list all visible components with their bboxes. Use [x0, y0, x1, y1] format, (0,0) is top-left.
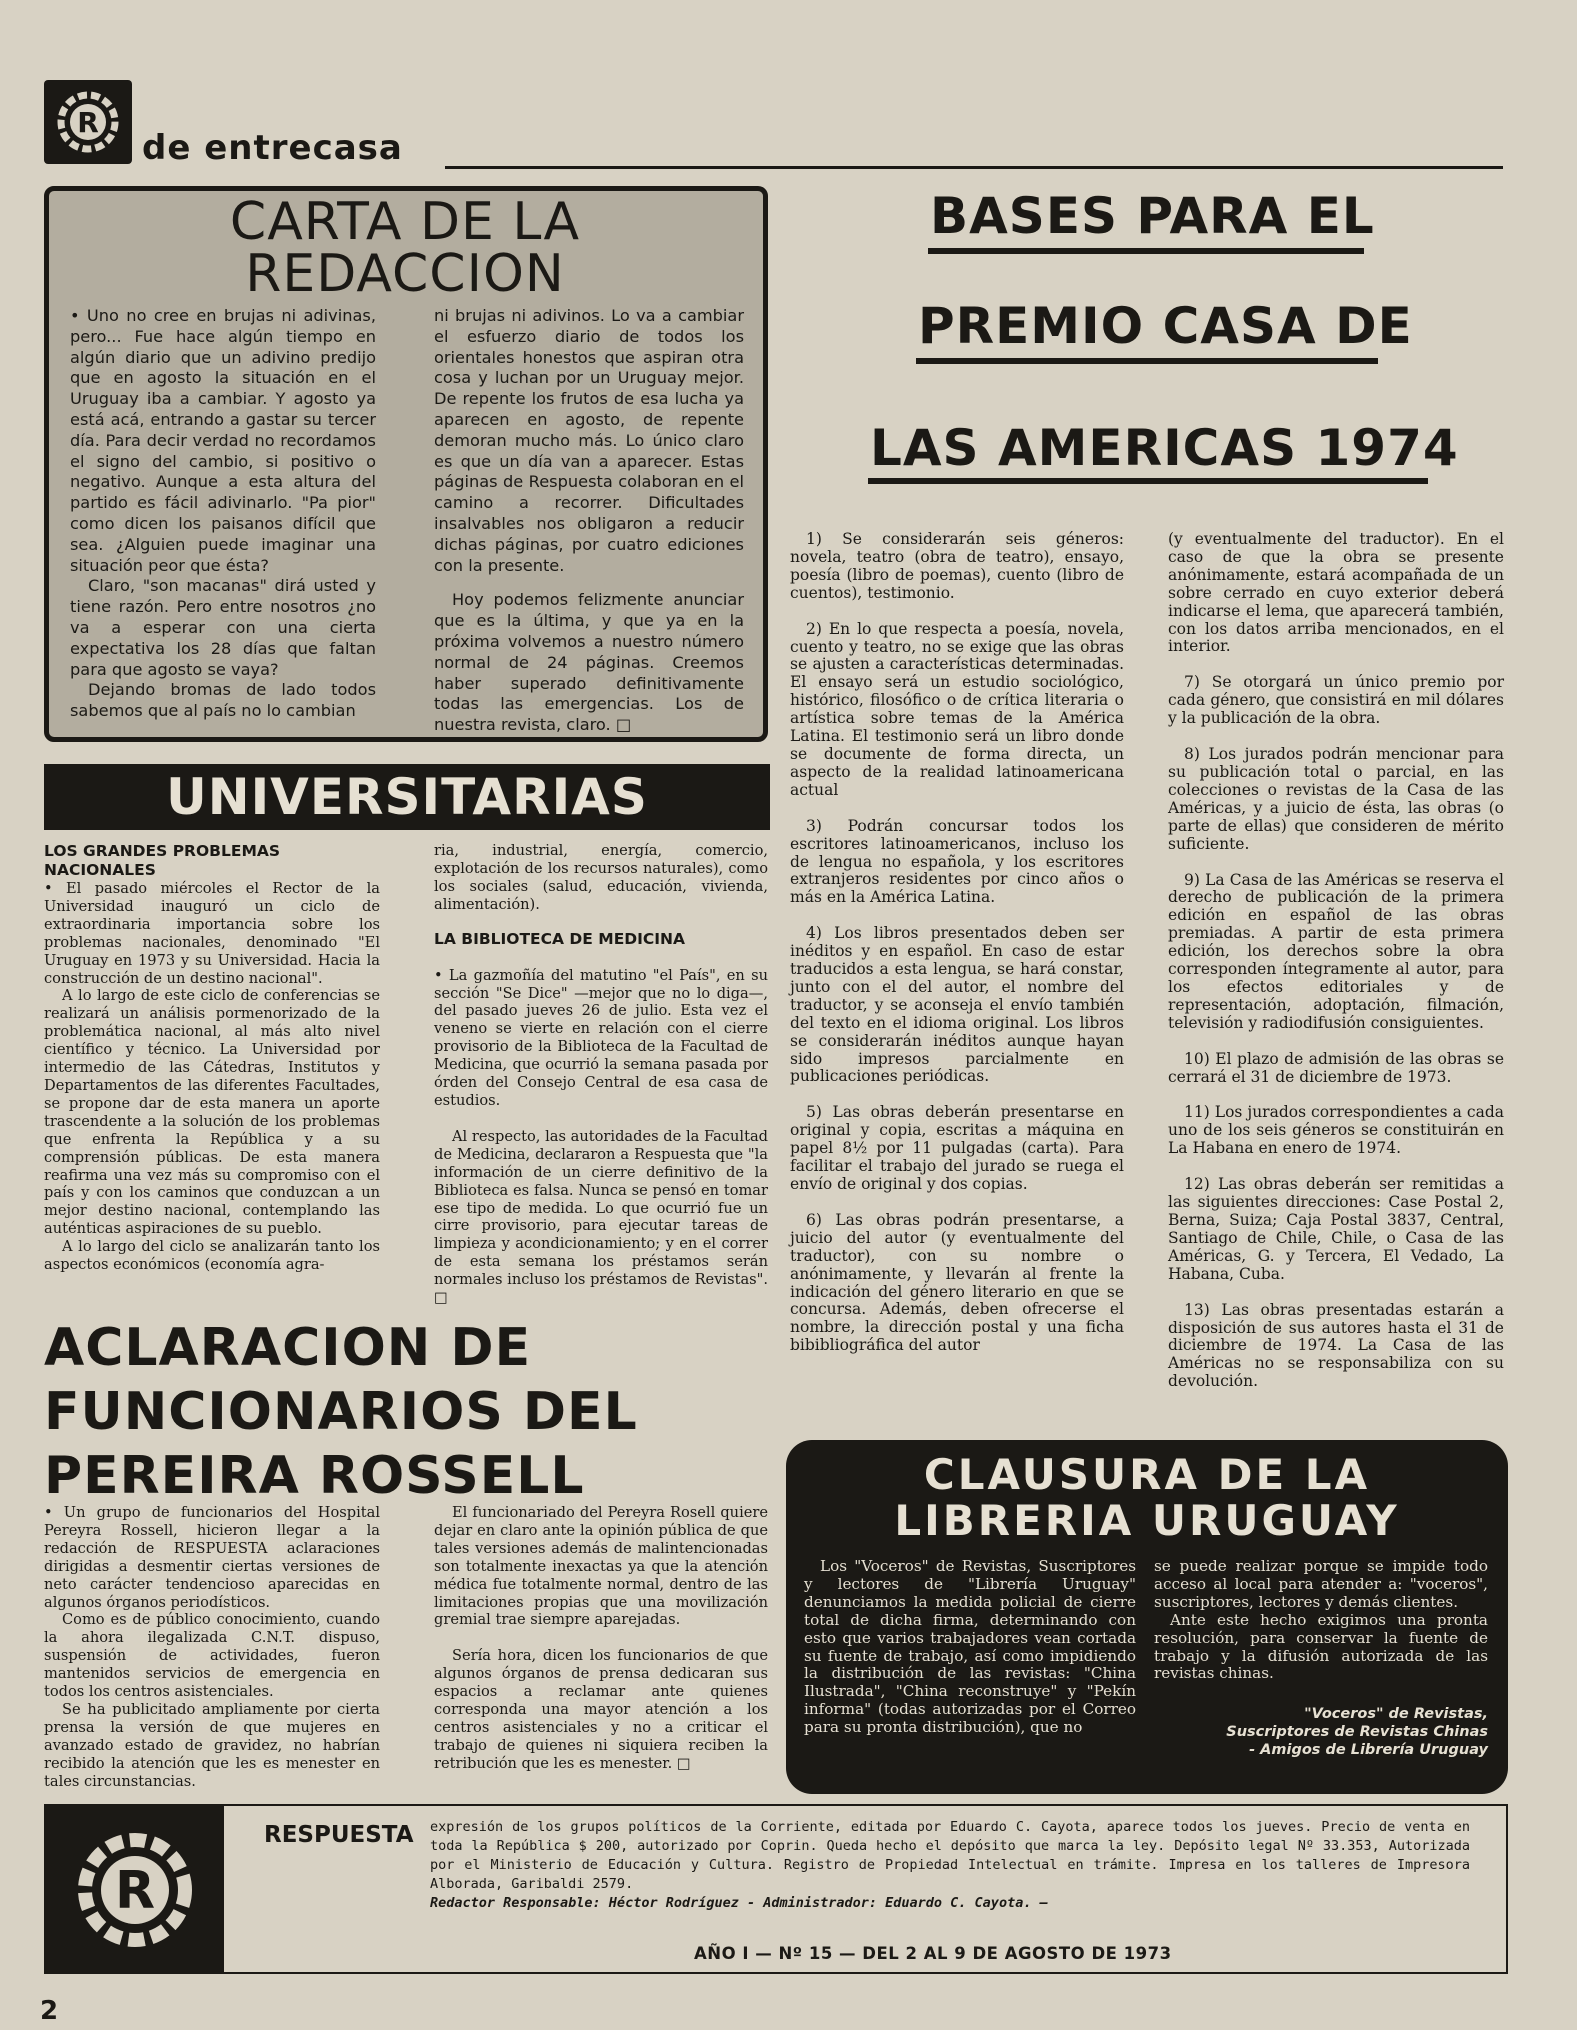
article-paragraph: A lo largo del ciclo se analizarán tanto los aspectos económicos (economía agra-: [44, 1238, 380, 1274]
bases-column-2: [1168, 531, 1504, 1409]
article-paragraph: Al respecto, las autoridades de la Facultad de Medicina, declararon a Respuesta que "la información de un cierre definitivo de la Biblioteca es falsa. Nunca se pensó en tomar ese tipo de medida. Lo que ocurrió fue un cirre provisorio, para ejecutar tareas de limpieza y acondicionamiento; y en el correr de esta semana los préstamos serán normales incluso los préstamos de Revistas". □: [434, 1127, 768, 1307]
logo-letter: R: [77, 106, 99, 139]
bases-rule-item: 10) El plazo de admisión de las obras se cerrará el 31 de diciembre de 1973.: [1168, 1049, 1504, 1086]
issue-line: AÑO I — Nº 15 — DEL 2 AL 9 DE AGOSTO DE 1973: [694, 1944, 1172, 1963]
article-paragraph: Sería hora, dicen los funcionarios de que algunos órganos de prensa dedicaran sus espacios a reclamar ante quienes corresponda una mayor atención a los centros asistenciales y no a criticar el trabajo de quienes ni siquiera reciben la retribución que les es menester. □: [434, 1647, 768, 1772]
article-paragraph: A lo largo de este ciclo de conferencias se realizará un análisis pormenorizado de la problemática nacional, al más alto nivel científico y técnico. La Universidad por intermedio de las Cátedras, Institutos y Departamentos de las diferentes Facultades, se propone dar de esta manera un aporte trascendente a la solución de los problemas que enfrenta la República y a su comprensión públicas. De esta manera reafirma una vez más su compromiso con el país y con los caminos que conduzcan a un mejor destino nacional, contemplando las auténticas aspiraciones de su pueblo.: [44, 987, 380, 1238]
bases-rule-item: 3) Podrán concursar todos los escritores latinoamericanos, incluso los de lengua no española, y los escritores extranjeros residentes por cinco años o más en la América Latina.: [790, 816, 1124, 907]
carta-column-1: [70, 306, 376, 722]
bases-rule-item: 11) Los jurados correspondientes a cada uno de los seis géneros se constituirán en La Habana en enero de 1974.: [1168, 1103, 1504, 1158]
subhead-biblioteca: LA BIBLIOTECA DE MEDICINA: [434, 929, 686, 948]
carta-paragraph: Claro, "son macanas" dirá usted y tiene razón. Pero entre nosotros ¿no va a esperar con una cierta expectativa los 28 días que faltan para que agosto se vaya?: [70, 576, 376, 679]
carta-paragraph: Hoy podemos felizmente anunciar que es la última, y que ya en la próxima volvemos a nuestro número normal de 24 páginas. Creemos haber superado definitivamente todas las emergencias. Los de nuestra revista, claro. □: [434, 590, 744, 735]
aclaracion-title-line: ACLARACION DE: [44, 1318, 532, 1378]
bases-column-1: [790, 531, 1124, 1373]
signature-line: - Amigos de Librería Uruguay: [1249, 1741, 1488, 1758]
bases-rule-item: 1) Se considerarán seis géneros: novela, teatro (obra de teatro), ensayo, poesía (libro de poemas), cuento (libro de cuentos), testimonio.: [790, 530, 1124, 602]
carta-title: [60, 192, 750, 304]
bases-rule-item: 2) En lo que respecta a poesía, novela, cuento y teatro, no se exige que las obras se ajusten a características determinadas. El ensayo será un estudio sociológico, histórico, filosófico o de crítica literaria o artística sobre temas de la América Latina. El testimonio será un libro donde se documente de forma directa, un aspecto de la realidad latinoamericana actual: [790, 619, 1124, 799]
section-name: de entrecasa: [142, 128, 403, 168]
subhead-problemas-line2: NACIONALES: [44, 861, 156, 879]
bases-title-line3: LAS AMERICAS 1974: [870, 419, 1459, 477]
bases-rule-item: 5) Las obras deberán presentarse en original y copia, escritas a máquina en papel 8½ por 11 pulgadas (carta). Para facilitar el trabajo del jurado se ruega el envío de original y dos copias.: [790, 1103, 1124, 1193]
subhead-problemas-line1: LOS GRANDES PROBLEMAS: [44, 842, 281, 860]
bases-title-line1: BASES PARA EL: [930, 187, 1375, 245]
universitarias-column-2: [434, 842, 768, 1307]
carta-paragraph: • Uno no cree en brujas ni adivinas, pero... Fue hace algún tiempo en algún diario que un adivino predijo que en agosto la situación en el Uruguay iba a cambiar. Y agosto ya está acá, entrando a gastar su tercer día. Para decir verdad no recordamos el signo del cambio, si positivo o negativo. Aunque a esta altura del partido es fácil adivinarlo. "Pa pior" como dicen los paisanos difícil que sea. ¿Alguien puede imaginar una situación peor que ésta?: [70, 306, 376, 575]
universitarias-title: UNIVERSITARIAS: [166, 768, 648, 826]
clausura-paragraph: se puede realizar porque se impide todo acceso al local para atender a: "voceros", suscriptores, lectores y demás clientes.: [1154, 1557, 1488, 1611]
clausura-title: [786, 1452, 1508, 1544]
bases-title-line2: PREMIO CASA DE: [918, 297, 1413, 355]
page-number: 2: [40, 1996, 59, 2026]
aclaracion-title: [44, 1316, 744, 1508]
masthead-legal-text: expresión de los grupos políticos de la Corriente, editada por Eduardo C. Cayota, aparece todos los jueves. Precio de venta en toda la República $ 200, autorizado por Coprin. Queda hecho el depósito que marca la ley. Depósito legal Nº 33.353, Autorizada por el Ministerio de Educación y Cultura. Registro de Propiedad Intelectual en trámite. Impresa en los talleres de Impresora Alborada, Garibaldi 2579.: [430, 1819, 1470, 1892]
bases-rule-item: 12) Las obras deberán ser remitidas a las siguientes direcciones: Case Postal 2, Berna, Suiza; Caja Postal 3837, Central, Santiago de Chile, Chile, o Casa de las Américas, G. y Tercera, El Vedado, La Habana, Cuba.: [1168, 1175, 1504, 1283]
carta-column-2: [434, 306, 744, 736]
article-paragraph: • Un grupo de funcionarios del Hospital Pereyra Rossell, hicieron llegar a la redacción de RESPUESTA aclaraciones dirigidas a desmentir ciertas versiones de neto carácter tendencioso aparecidas en algunos órganos periodísticos.: [44, 1504, 380, 1611]
bases-rule-item: 9) La Casa de las Américas se reserva el derecho de publicación de la primera edición en español de las obras premiadas. A partir de esta primera edición, los derechos sobre la obra corresponden íntegramente al autor, para los efectos editoriales y de representación, adoptación, filmación, televisión y radiodifusión consiguientes.: [1168, 870, 1504, 1032]
universitarias-column-1: [44, 842, 380, 1274]
clausura-title-line2: LIBRERIA URUGUAY: [894, 1496, 1400, 1545]
aclaracion-title-line: FUNCIONARIOS DEL: [44, 1382, 638, 1442]
bases-title-rule: [868, 478, 1428, 484]
article-paragraph: Como es de público conocimiento, cuando la ahora ilegalizada C.N.T. dispuso, suspensión de actividades, fueron mantenidos servicios de emergencia en todos los centros asistenciales.: [44, 1611, 380, 1701]
masthead-credits: Redactor Responsable: Héctor Rodríguez - Administrador: Eduardo C. Cayota. —: [430, 1895, 1048, 1911]
gear-logo-icon: [52, 88, 124, 156]
carta-title-line1: CARTA DE LA: [229, 192, 581, 252]
clausura-column-2: [1154, 1558, 1488, 1683]
bases-title-rule: [916, 358, 1378, 364]
article-paragraph: El funcionariado del Pereyra Rosell quiere dejar en claro ante la opinión pública de que tales versiones además de malintencionadas son totalmente inexactas ya que la atención médica fue totalmente normal, dentro de las limitaciones propias que una movilización gremial trae siempre aparejadas.: [434, 1504, 768, 1629]
article-paragraph: Se ha publicitado ampliamente por cierta prensa la versión de que mujeres en avanzado estado de gravidez, no habrían recibido la atención que les es menester en tales circunstancias.: [44, 1700, 380, 1790]
bases-rule-item: 6) Las obras podrán presentarse, a juicio del autor (y eventualmente del traductor), con su nombre o anónimamente, y llevarán al frente la indicación del género literario en que se concursa. Además, deben ofrecerse el nombre, la dirección postal y una ficha bibibliográfica del autor: [790, 1210, 1124, 1355]
clausura-signature: [1154, 1706, 1488, 1760]
bases-rule-item: 7) Se otorgará un único premio por cada género, que consistirá en mil dólares y la publicación de la obra.: [1168, 673, 1504, 728]
carta-title-line2: REDACCION: [245, 244, 565, 304]
aclaracion-column-2: [434, 1504, 768, 1773]
carta-paragraph: ni brujas ni adivinos. Lo va a cambiar el esfuerzo diario de todos los orientales honestos que aspiran otra cosa y luchan por un Uruguay mejor. De repente los frutos de esa lucha ya aparecen en agosto, de repente demoran mucho más. Lo único claro es que un día van a aparecer. Estas páginas de Respuesta colaboran en el camino a recorrer. Dificultades insalvables nos obligaron a reducir dichas páginas, por cuatro ediciones con la presente.: [434, 306, 744, 575]
bases-rule-item: 13) Las obras presentadas estarán a disposición de sus autores hasta el 31 de diciembre de 1974. La Casa de las Américas no se responsabiliza con su devolución.: [1168, 1300, 1504, 1391]
clausura-paragraph: Ante este hecho exigimos una pronta resolución, para conservar la fuente de trabajo y la difusión autorizada de las revistas chinas.: [1154, 1610, 1488, 1683]
article-paragraph: • La gazmoñía del matutino "el País", en su sección "Se Dice" —mejor que no lo diga—, del pasado jueves 26 de julio. Esta vez el veneno se vierte en relación con el cierre provisorio de la Biblioteca de la Facultad de Medicina, que ocurrió la semana pasada por órden del Consejo Central de esa casa de estudios.: [434, 966, 768, 1109]
masthead-text: [430, 1818, 1470, 1913]
carta-paragraph: Dejando bromas de lado todos sabemos que al país no lo cambian: [70, 680, 376, 721]
header-rule: [445, 166, 1503, 169]
signature-line: "Voceros" de Revistas,: [1304, 1706, 1488, 1722]
clausura-title-line1: CLAUSURA DE LA: [923, 1450, 1371, 1499]
bases-rule-item: 8) Los jurados podrán mencionar para su publicación total o parcial, en las colecciones o revistas de la Casa de las Américas, y a juicio de ésta, las obras (o parte de ellas) que consideren de mérito suficiente.: [1168, 745, 1504, 853]
article-paragraph: ria, industrial, energía, comercio, explotación de los recursos naturales), como los sociales (salud, educación, vivienda, alimentación).: [434, 842, 768, 913]
bases-title-rule: [928, 248, 1364, 254]
bases-rule-item: (y eventualmente del traductor). En el caso de que la obra se presente anónimamente, estará acompañada de un sobre cerrado en cuyo exterior deberá indicarse el lema, que aparecerá también, con los datos arriba mencionados, en el interior.: [1168, 530, 1504, 656]
masthead-logo-letter: R: [114, 1861, 156, 1921]
bases-rule-item: 4) Los libros presentados deben ser inéditos y en español. En caso de estar traducidos a esta lengua, se hará constar, junto con el del autor, el nombre del traductor, y se aconseja el envío también del texto en el idioma original. Los libros se considerarán inéditos aunque hayan sido impresos parcialmente en publicaciones periódicas.: [790, 924, 1124, 1086]
signature-line: Suscriptores de Revistas Chinas: [1226, 1723, 1488, 1740]
masthead-gear-icon: [66, 1826, 204, 1954]
aclaracion-title-line: PEREIRA ROSSELL: [44, 1446, 585, 1506]
clausura-paragraph: Los "Voceros" de Revistas, Suscriptores y lectores de "Librería Uruguay" denunciamos la medida policial de cierre total de dicha firma, determinando con esto que varios trabajadores vean cortada su fuente de trabajo, así como impidiendo la distribución de las revistas: "China Ilustrada", "China reconstruye" y "Pekín informa" (todas autorizadas por el Correo para su pronta distribución), que no: [804, 1557, 1136, 1737]
clausura-column-1: [804, 1558, 1136, 1737]
masthead-name: RESPUESTA: [264, 1822, 414, 1848]
aclaracion-column-1: [44, 1504, 380, 1791]
article-paragraph: • El pasado miércoles el Rector de la Universidad inauguró un ciclo de extraordinaria importancia sobre los problemas nacionales, denominado "El Uruguay en 1973 y su Universidad. Hacia la construcción de un destino nacional".: [44, 880, 380, 987]
